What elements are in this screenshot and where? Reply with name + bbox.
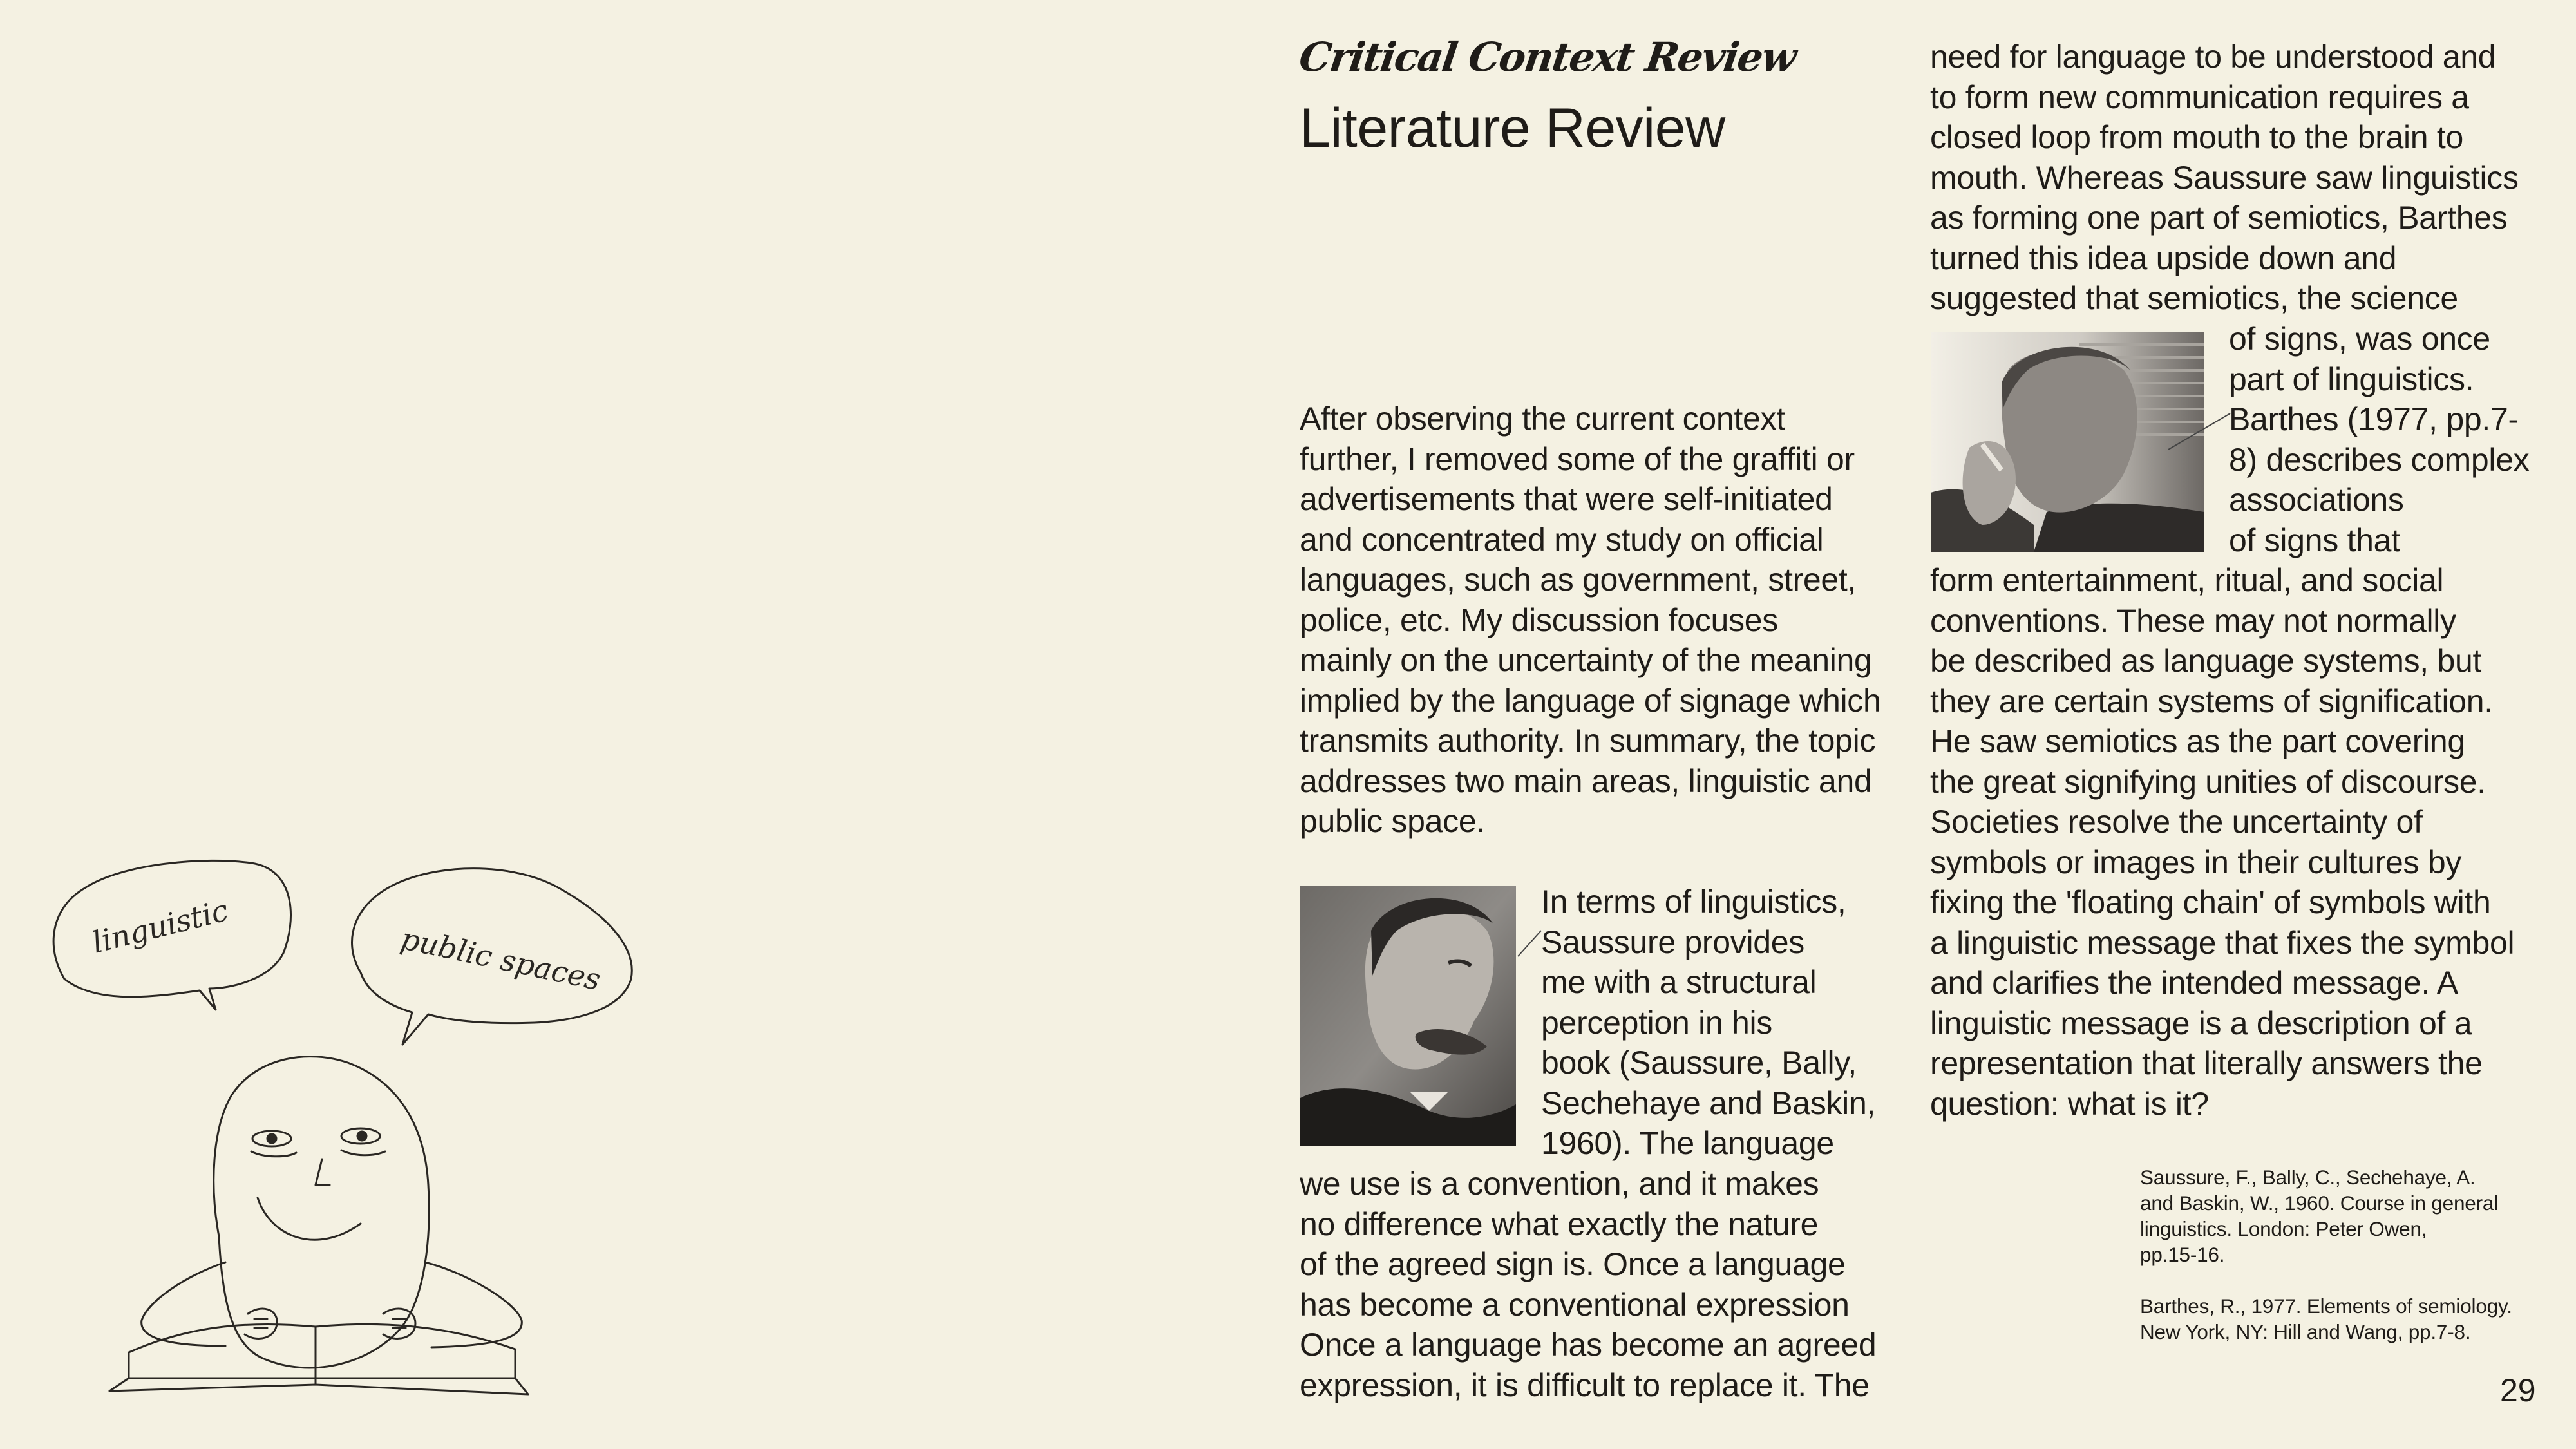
doodle-illustration xyxy=(39,850,657,1417)
text-line: and clarifies the intended message. A xyxy=(1930,965,2458,1001)
text-line: to form new communication requires a xyxy=(1930,79,2469,115)
text-line: Sechehaye and Baskin, xyxy=(1541,1084,1876,1121)
text-line: languages, such as government, street, xyxy=(1300,562,1857,598)
text-line: a linguistic message that fixes the symbol xyxy=(1930,924,2515,961)
text-line: police, etc. My discussion focuses xyxy=(1300,601,1778,638)
text-line: be described as language systems, but xyxy=(1930,643,2482,679)
text-line: conventions. These may not normally xyxy=(1930,602,2456,639)
text-line: question: what is it? xyxy=(1930,1085,2209,1122)
text-line: has become a conventional expression xyxy=(1300,1286,1850,1323)
barthes-paragraph xyxy=(2229,319,2529,560)
doodle-head xyxy=(214,1057,429,1368)
col2-bottom-paragraph xyxy=(1930,560,2514,1124)
page-number: 29 xyxy=(2500,1372,2536,1408)
text-line: linguistics. London: Peter Owen, xyxy=(2140,1217,2427,1240)
text-line: of the agreed sign is. Once a language xyxy=(1300,1246,1846,1282)
text-line: me with a structural xyxy=(1541,964,1817,1000)
text-line: perception in his xyxy=(1541,1004,1773,1041)
text-line: In terms of linguistics, xyxy=(1541,884,1846,920)
section-label: Critical Context Review xyxy=(1296,33,1799,80)
text-line: Once a language has become an agreed xyxy=(1300,1327,1877,1363)
text-line: After observing the current context xyxy=(1300,401,1785,437)
text-line: transmits authority. In summary, the topic xyxy=(1300,723,1876,759)
col1-bottom-paragraph xyxy=(1300,1164,1876,1405)
text-line: form entertainment, ritual, and social xyxy=(1930,562,2444,598)
text-line: implied by the language of signage which xyxy=(1300,682,1881,719)
text-line: turned this idea upside down and xyxy=(1930,240,2397,276)
text-line: Societies resolve the uncertainty of xyxy=(1930,804,2423,840)
text-line: the great signifying unities of discourse. xyxy=(1930,763,2486,800)
text-line: and Baskin, W., 1960. Course in general xyxy=(2140,1191,2499,1215)
speech-bubble-right-text: public spaces xyxy=(397,920,604,998)
text-line: mainly on the uncertainty of the meaning xyxy=(1300,642,1872,678)
barthes-portrait xyxy=(1931,332,2204,552)
text-line: of signs, was once xyxy=(2229,321,2490,357)
col2-top-paragraph xyxy=(1930,37,2519,319)
barthes-pointer-line xyxy=(2167,412,2231,451)
text-line: part of linguistics. xyxy=(2229,361,2474,397)
text-line: suggested that semiotics, the science xyxy=(1930,280,2458,316)
col1-paragraph xyxy=(1300,399,1881,842)
text-line: Barthes, R., 1977. Elements of semiology. xyxy=(2140,1294,2512,1318)
text-line: book (Saussure, Bally, xyxy=(1541,1045,1857,1081)
text-line: fixing the 'floating chain' of symbols with xyxy=(1930,884,2491,920)
text-line: public space. xyxy=(1300,803,1485,839)
saussure-paragraph xyxy=(1541,882,1875,1164)
text-line: advertisements that were self-initiated xyxy=(1300,481,1833,517)
text-line: further, I removed some of the graffiti or xyxy=(1300,440,1855,477)
doodle-mouth xyxy=(258,1198,361,1240)
text-line: pp.15-16. xyxy=(2140,1243,2225,1266)
text-line: and concentrated my study on official xyxy=(1300,521,1824,558)
text-line: mouth. Whereas Saussure saw linguistics xyxy=(1930,159,2519,196)
text-line: representation that literally answers the xyxy=(1930,1045,2483,1081)
text-line: 8) describes complex xyxy=(2229,441,2530,478)
text-line: Barthes (1977, pp.7- xyxy=(2229,401,2519,437)
doodle-book xyxy=(129,1324,515,1378)
text-line: as forming one part of semiotics, Barthes xyxy=(1930,200,2508,236)
text-line: Saussure, F., Bally, C., Sechehaye, A. xyxy=(2140,1166,2476,1189)
text-line: need for language to be understood and xyxy=(1930,39,2496,75)
text-line: He saw semiotics as the part covering xyxy=(1930,723,2465,759)
text-line: closed loop from mouth to the brain to xyxy=(1930,119,2463,155)
text-line: linguistic message is a description of a xyxy=(1930,1005,2472,1041)
text-line: expression, it is difficult to replace it. The xyxy=(1300,1367,1870,1403)
saussure-pointer-line xyxy=(1517,927,1542,960)
text-line: we use is a convention, and it makes xyxy=(1300,1166,1819,1202)
text-line: no difference what exactly the nature xyxy=(1300,1206,1819,1242)
reference-barthes xyxy=(2140,1293,2512,1345)
text-line: addresses two main areas, linguistic and xyxy=(1300,762,1872,799)
text-line: 1960). The language xyxy=(1541,1125,1834,1161)
saussure-portrait xyxy=(1300,886,1516,1146)
speech-bubble-left-text: linguistic xyxy=(88,893,232,960)
text-line: of signs that xyxy=(2229,522,2400,558)
page-title: Literature Review xyxy=(1300,97,1725,159)
text-line: Saussure provides xyxy=(1541,923,1805,960)
text-line: associations xyxy=(2229,482,2404,518)
text-line: New York, NY: Hill and Wang, pp.7-8. xyxy=(2140,1320,2471,1343)
text-line: they are certain systems of signification. xyxy=(1930,683,2493,719)
reference-saussure xyxy=(2140,1164,2498,1267)
text-line: symbols or images in their cultures by xyxy=(1930,844,2462,880)
